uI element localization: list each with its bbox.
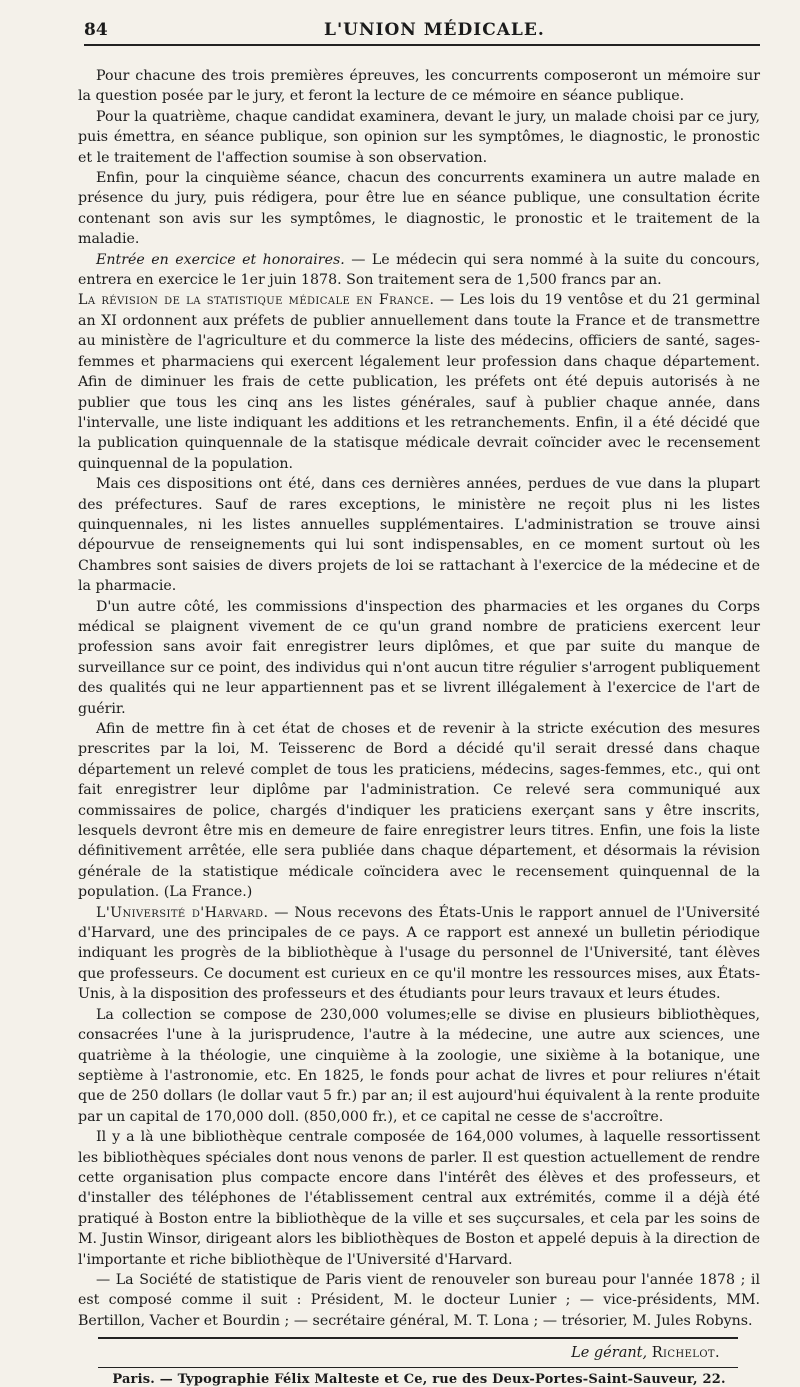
paragraph-2 <box>78 107 760 168</box>
signature-divider <box>98 1337 738 1339</box>
paragraph-9 <box>78 903 760 1005</box>
paragraph-text: Pour la quatrième, chaque candidat examinera, devant le jury, un malade choisi par ce jury, puis émettra, en séance publique, son opinion sur les symptômes, le diagnostic, le pronostic et le traitement de l'affection soumise à son observation. <box>78 108 760 166</box>
paragraph-text: Pour chacune des trois premières épreuves, les concurrents composeront un mémoire sur la question posée par le jury, et feront la lecture de ce mémoire en séance publique. <box>78 68 760 105</box>
paragraph-text: — Le médecin qui sera nommé à la suite du concours, entrera en exercice le 1er juin 1878. Son traitement sera de 1,500 francs par an. <box>78 251 761 289</box>
section-lead: Entrée en exercice et honoraires. <box>96 251 345 268</box>
paragraph-5 <box>78 290 760 474</box>
paragraph-text: Enfin, pour la cinquième séance, chacun des concurrents examinera un autre malade en présence du jury, puis rédigera, pour être lue en séance publique, une consultation écrite contenant son avis sur les symptômes, le diagnostic, le pronostic et le traitement de la maladie. <box>78 170 760 248</box>
signature-name: Richelot. <box>651 1345 720 1362</box>
paragraph-11 <box>78 1127 760 1270</box>
paragraph-text: Il y a là une bibliothèque centrale composée de 164,000 volumes, à laquelle ressortissent les bibliothèques spéciales dont nous venons de parler. Il est question actuellement de rendre cette organisation plus compacte encore dans l'intérêt des élèves et des professeurs, et d'installer des téléphones de l'établissement central aux extrémités, comme il a déjà été pratiqué à Boston entre la bibliothèque de la ville et ses suçcursales, et cela par les soins de M. Justin Winsor, dirigeant alors les bibliothèques de Boston et appelé depuis à la direction de l'importante et riche bibliothèque de l'Université d'Harvard. <box>78 1129 760 1268</box>
paragraph-8 <box>78 719 760 903</box>
paragraph-text: La collection se compose de 230,000 volumes;elle se divise en plusieurs bibliothèques, consacrées l'une à la jurisprudence, l'autre à la médecine, une autre aux sciences, une quatrième à la théologie, une cinquième à la zoologie, une sixième à la botanique, une septième à l'astronomie, etc. En 1825, le fonds pour achat de livres et pour reliures n'était que de 250 dollars (le dollar vaut 5 fr.) par an; il est aujourd'hui équivalent à la rente produite par un capital de 170,000 doll. (850,000 fr.), et ce capital ne cesse de s'accroître. <box>78 1006 760 1125</box>
paragraph-text: D'un autre côté, les commissions d'inspection des pharmacies et les organes du Corps médical se plaignent vivement de ce qu'un grand nombre de praticiens exercent leur profession sans avoir fait enregistrer leurs diplômes, et que par suite du manque de surveillance sur ce point, des individus qui n'ont aucun titre régulier s'arrogent publiquement des qualités qui ne leur appartiennent pas et se livrent illégalement à l'exercice de l'art de guérir. <box>78 598 760 717</box>
paragraph-text: Afin de mettre fin à cet état de choses et de revenir à la stricte exécution des mesures prescrites par la loi, M. Teisserenc de Bord a décidé qu'il serait dressé dans chaque département un relevé complet de tous les praticiens, médecins, sages-femmes, etc., qui ont fait enregistrer leur diplôme par l'administration. Ce relevé sera communiqué aux commissaires de police, chargés d'indiquer les praticiens exerçant sans y être inscrits, lesquels devront être mis en demeure de faire enregistrer leurs titres. Enfin, une fois la liste définitivement arrêtée, elle sera publiée dans chaque département, et désormais la révision générale de la statistique médicale coïncidera avec le recensement quinquennal de la population. (La France.) <box>78 721 760 901</box>
paragraph-6 <box>78 474 760 596</box>
paragraph-text: — Les lois du 19 ventôse et du 21 germinal an XI ordonnent aux préfets de publier annuellement dans toute la France et de transmettre au ministère de l'agriculture et du commerce la liste des médecins, officiers de santé, sages-femmes et pharmaciens qui exercent légalement leur profession dans chaque département. Afin de diminuer les frais de cette publication, les préfets ont été depuis autorisés à ne publier que tous les cinq ans les listes générales, sauf à publier chaque année, dans l'intervalle, une liste indiquant les additions et les retranchements. Enfin, il a été décidé que la publication quinquennale de la statisque médicale devrait coïncider avec le recensement quinquennal de la population. <box>78 292 760 472</box>
section-lead: La révision de la statistique médicale en France. <box>78 292 435 309</box>
article-body <box>78 66 760 1331</box>
paragraph-7 <box>78 597 760 719</box>
signature <box>78 1343 760 1363</box>
paragraph-text: Mais ces dispositions ont été, dans ces dernières années, perdues de vue dans la plupart des préfectures. Sauf de rares exceptions, le ministère ne reçoit plus ni les listes quinquennales, ni les listes annuelles supplémentaires. L'administration se trouve ainsi dépourvue de renseignements qui lui sont indispensables, en ce moment surtout où les Chambres sont saisies de divers projets de loi se rattachant à l'exercice de la médecine et de la pharmacie. <box>78 476 760 595</box>
paragraph-1 <box>78 66 760 107</box>
paragraph-text: — La Société de statistique de Paris vient de renouveler son bureau pour l'année 1878 ; il est composé comme il suit : Président, M. le docteur Lunier ; — vice-présidents, MM. Bertillon, Vacher et Bourdin ; — secrétaire général, M. T. Lona ; — trésorier, M. Jules Robyns. <box>78 1271 760 1329</box>
paragraph-3 <box>78 168 760 250</box>
paragraph-10 <box>78 1005 760 1127</box>
page-header <box>84 18 760 46</box>
page-number: 84 <box>84 20 108 40</box>
paragraph-12 <box>78 1270 760 1331</box>
printer-imprint: Paris. — Typographie Félix Malteste et Ce, rue des Deux-Portes-Saint-Sauveur, 22. <box>112 1372 726 1387</box>
paragraph-text: — Nous recevons des États-Unis le rapport annuel de l'Université d'Harvard, une des principales de ce pays. A ce rapport est annexé un bulletin périodique indiquant les progrès de la bibliothèque à l'usage du personnel de l'Université, tant élèves que professeurs. Ce document est curieux en ce qu'il montre les ressources mises, aux États-Unis, à la disposition des professeurs et des étudiants pour leurs travaux et leurs études. <box>78 904 760 1003</box>
running-title: L'UNION MÉDICALE. <box>324 20 545 40</box>
signature-label: Le gérant, <box>571 1345 648 1362</box>
paragraph-4 <box>78 250 760 291</box>
footer-divider <box>98 1367 738 1368</box>
section-lead: L'Université d'Harvard. <box>96 904 269 921</box>
